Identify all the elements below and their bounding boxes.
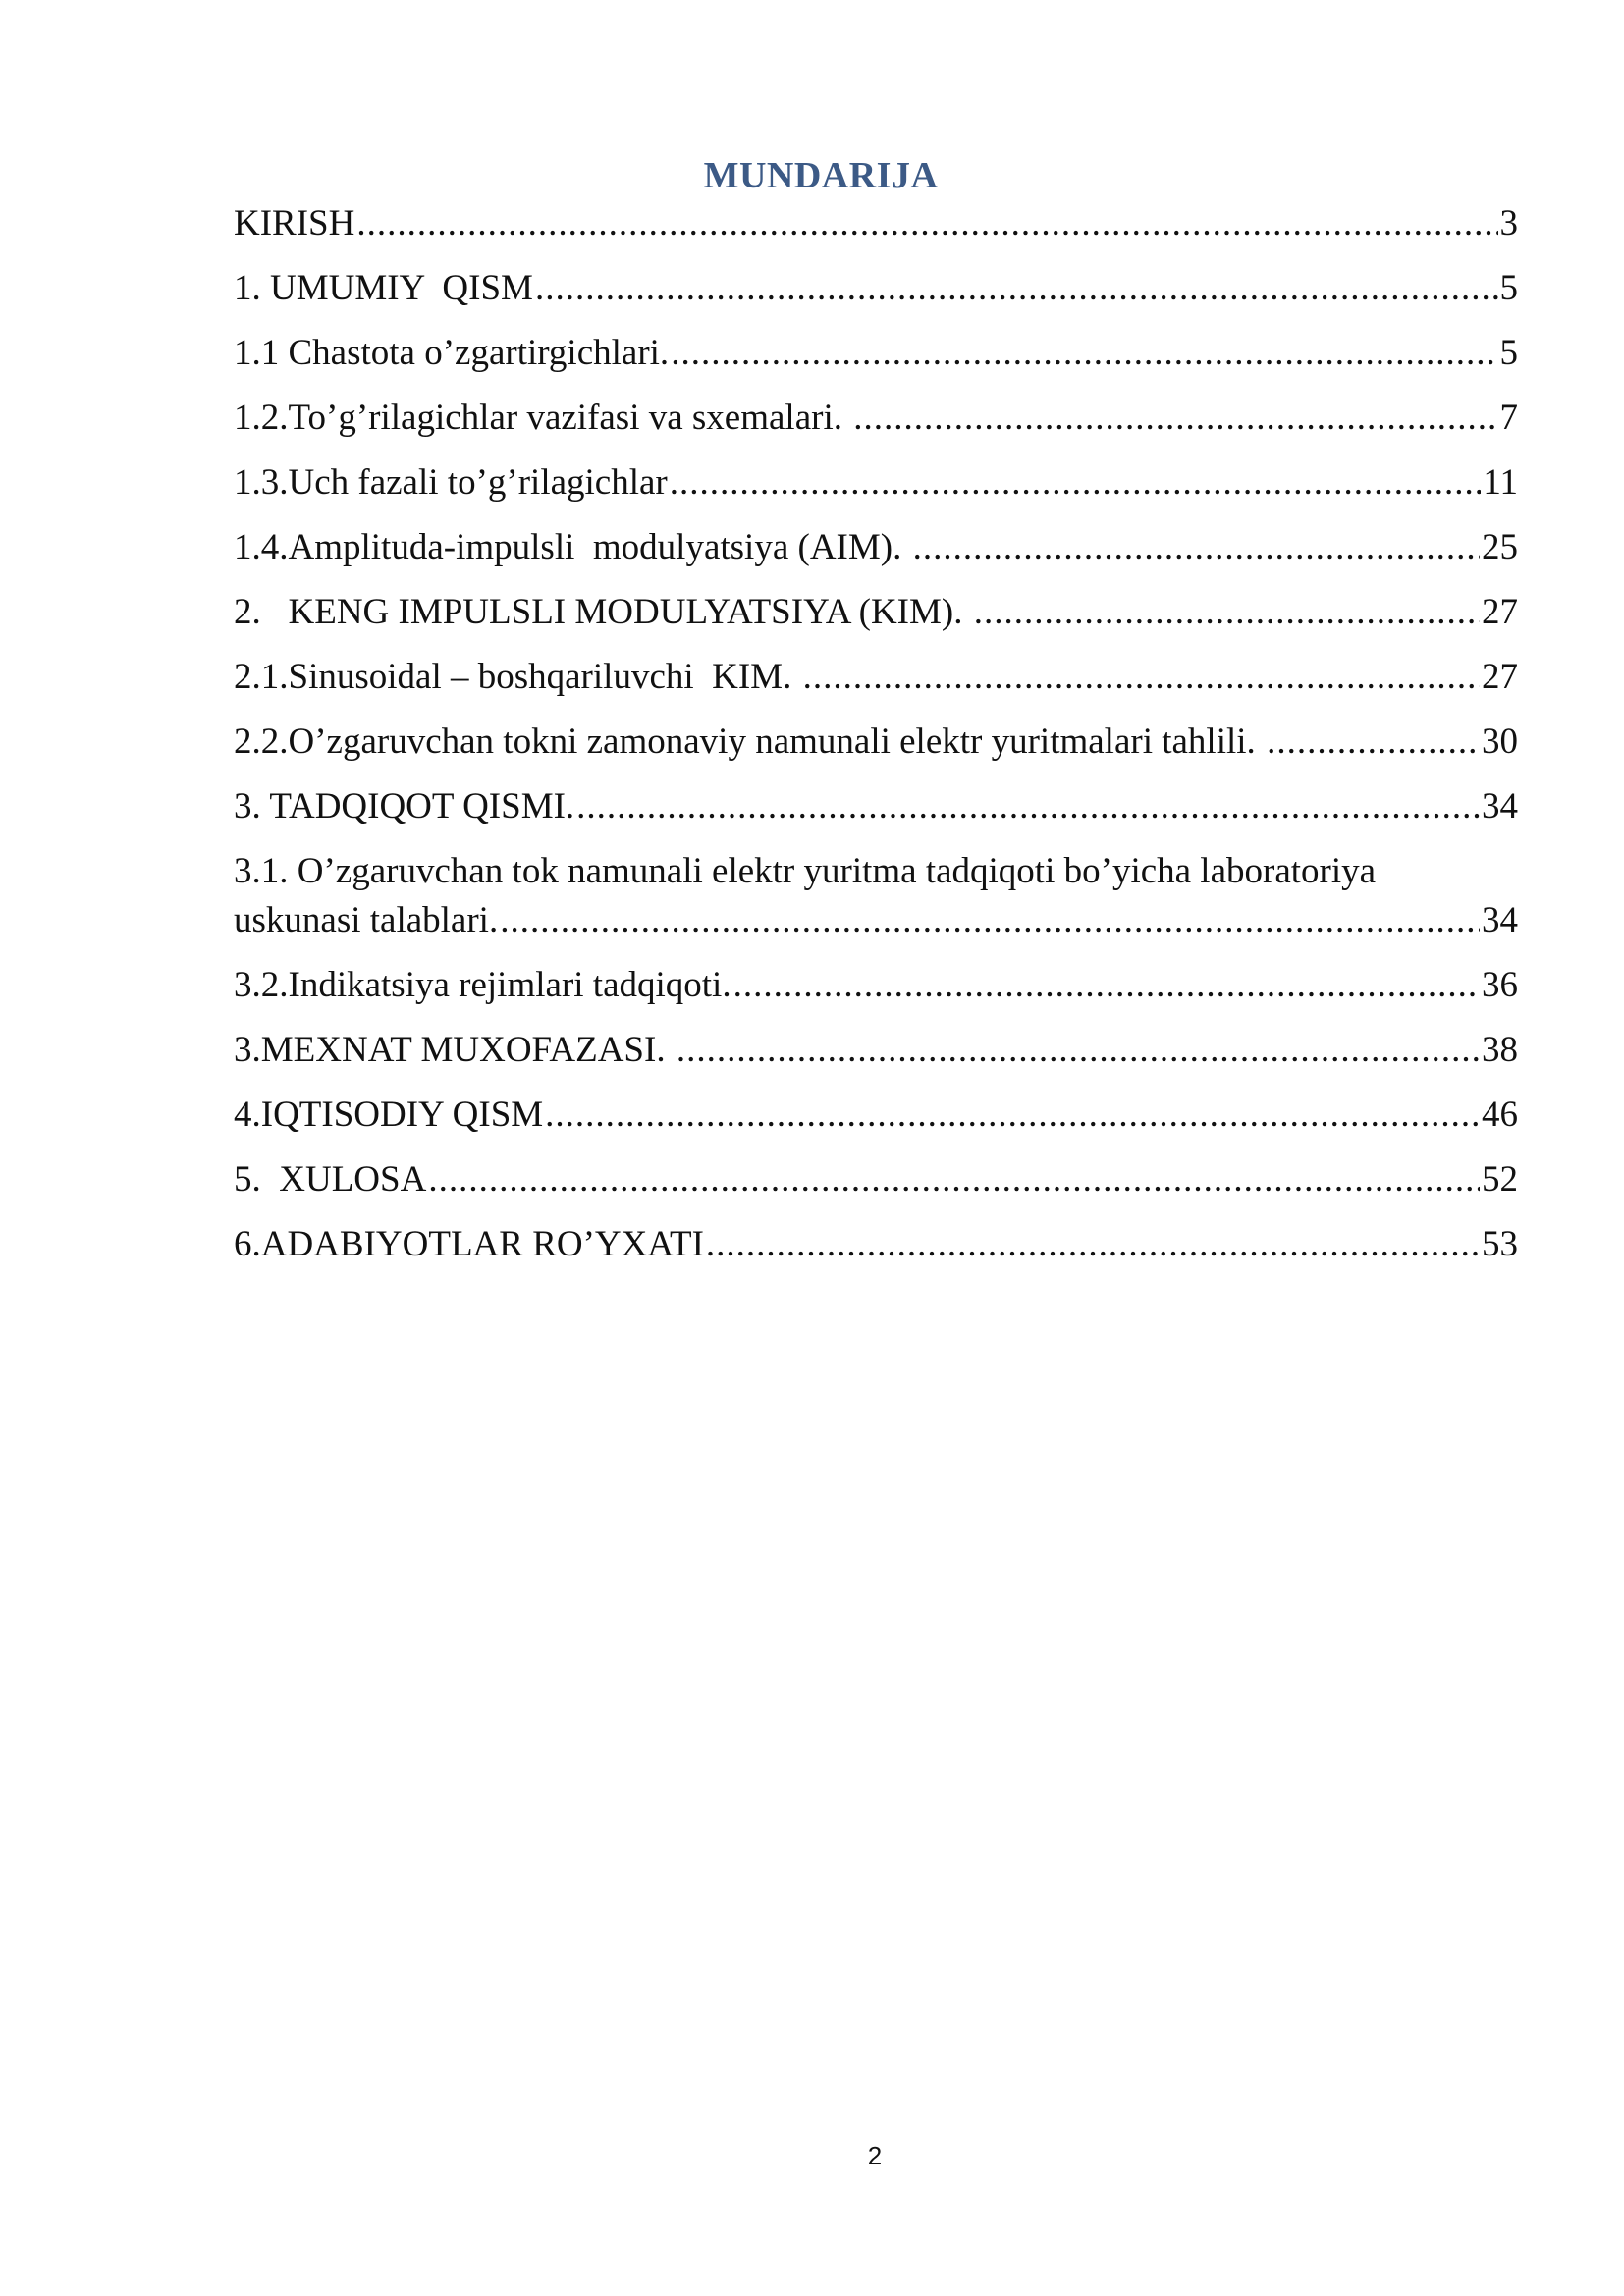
toc-entry-page: 36	[1482, 965, 1518, 1005]
toc-entry-page: 38	[1482, 1030, 1518, 1070]
dot-leader	[671, 331, 1497, 376]
toc-entry-page: 30	[1482, 721, 1518, 762]
toc-entry-label: 4.IQTISODIY QISM	[234, 1095, 544, 1135]
dot-leader	[670, 460, 1482, 506]
toc-entry-label: 2. KENG IMPULSLI MODULYATSIYA (KIM).	[234, 592, 972, 632]
toc-entry-page: 52	[1482, 1159, 1518, 1200]
toc-entry-1-1[interactable]	[234, 331, 1518, 376]
toc-entry-label: 6.ADABIYOTLAR RO’YXATI	[234, 1224, 704, 1264]
toc-entry-label: 5. XULOSA	[234, 1159, 427, 1200]
toc-entry-label: 1.1 Chastota o’zgartirgichlari.	[234, 333, 670, 373]
toc-entry-label-line2: uskunasi talablari.	[234, 900, 499, 940]
toc-entry-label: 1.4.Amplituda-impulsli modulyatsiya (AIM).	[234, 527, 911, 567]
toc-entry-page: 34	[1482, 900, 1518, 940]
toc-entry-label: KIRISH	[234, 203, 355, 243]
toc-entry-page: 25	[1482, 527, 1518, 567]
toc-entry-label-line1: 3.1. O’zgaruvchan tok namunali elektr yuritma tadqiqoti bo’yicha laboratoriya	[234, 851, 1377, 891]
toc-entry-label: 1. UMUMIY QISM	[234, 268, 533, 308]
table-of-contents	[234, 201, 1518, 1287]
dot-leader	[733, 963, 1480, 1008]
toc-entry-label: 3. TADQIQOT QISMI.	[234, 786, 575, 827]
toc-entry-label: 2.1.Sinusoidal – boshqariluvchi KIM.	[234, 657, 801, 697]
toc-entry-1-4[interactable]	[234, 525, 1518, 570]
dot-leader	[974, 590, 1480, 635]
dot-leader	[706, 1222, 1480, 1267]
toc-entry-1-2[interactable]	[234, 396, 1518, 441]
toc-entry-label: 3.MEXNAT MUXOFAZASI.	[234, 1030, 675, 1070]
toc-entry-kirish[interactable]	[234, 201, 1518, 246]
toc-entry-page: 5	[1499, 333, 1518, 373]
toc-entry-2-1[interactable]	[234, 655, 1518, 700]
toc-entry-adabiyotlar[interactable]	[234, 1222, 1518, 1267]
toc-entry-page: 27	[1482, 592, 1518, 632]
dot-leader	[1267, 720, 1480, 765]
toc-entry-umumiy-qism[interactable]	[234, 266, 1518, 311]
toc-entry-page: 7	[1499, 398, 1518, 438]
toc-entry-line2	[234, 898, 1518, 943]
toc-entry-iqtisodiy[interactable]	[234, 1093, 1518, 1138]
toc-entry-xulosa[interactable]	[234, 1157, 1518, 1202]
dot-leader	[545, 1093, 1480, 1138]
toc-entry-label: 3.2.Indikatsiya rejimlari tadqiqoti.	[234, 965, 731, 1005]
toc-entry-3-2[interactable]	[234, 963, 1518, 1008]
toc-entry-label: 1.2.To’g’rilagichlar vazifasi va sxemalari.	[234, 398, 852, 438]
dot-leader	[576, 784, 1480, 829]
toc-entry-page: 46	[1482, 1095, 1518, 1135]
toc-entry-1-3[interactable]	[234, 460, 1518, 506]
toc-entry-label: 1.3.Uch fazali to’g’rilagichlar	[234, 462, 668, 503]
dot-leader	[535, 266, 1498, 311]
page-number: 2	[867, 2141, 883, 2170]
toc-entry-2[interactable]	[234, 590, 1518, 635]
toc-title: MUNDARIJA	[703, 155, 939, 196]
dot-leader	[803, 655, 1480, 700]
toc-entry-page: 3	[1499, 203, 1518, 243]
dot-leader	[913, 525, 1480, 570]
toc-entry-page: 5	[1499, 268, 1518, 308]
dot-leader	[356, 201, 1497, 246]
dot-leader	[677, 1028, 1480, 1073]
toc-entry-page: 27	[1482, 657, 1518, 697]
toc-entry-3[interactable]	[234, 784, 1518, 829]
toc-entry-page: 34	[1482, 786, 1518, 827]
toc-entry-mexnat[interactable]	[234, 1028, 1518, 1073]
toc-entry-label: 2.2.O’zgaruvchan tokni zamonaviy namunali elektr yuritmalari tahlili.	[234, 721, 1266, 762]
toc-entry-page: 53	[1482, 1224, 1518, 1264]
toc-entry-2-2[interactable]	[234, 720, 1518, 765]
dot-leader	[500, 898, 1480, 943]
dot-leader	[428, 1157, 1480, 1202]
toc-entry-3-1[interactable]	[234, 849, 1518, 943]
toc-entry-page: 11	[1483, 462, 1518, 503]
dot-leader	[853, 396, 1497, 441]
